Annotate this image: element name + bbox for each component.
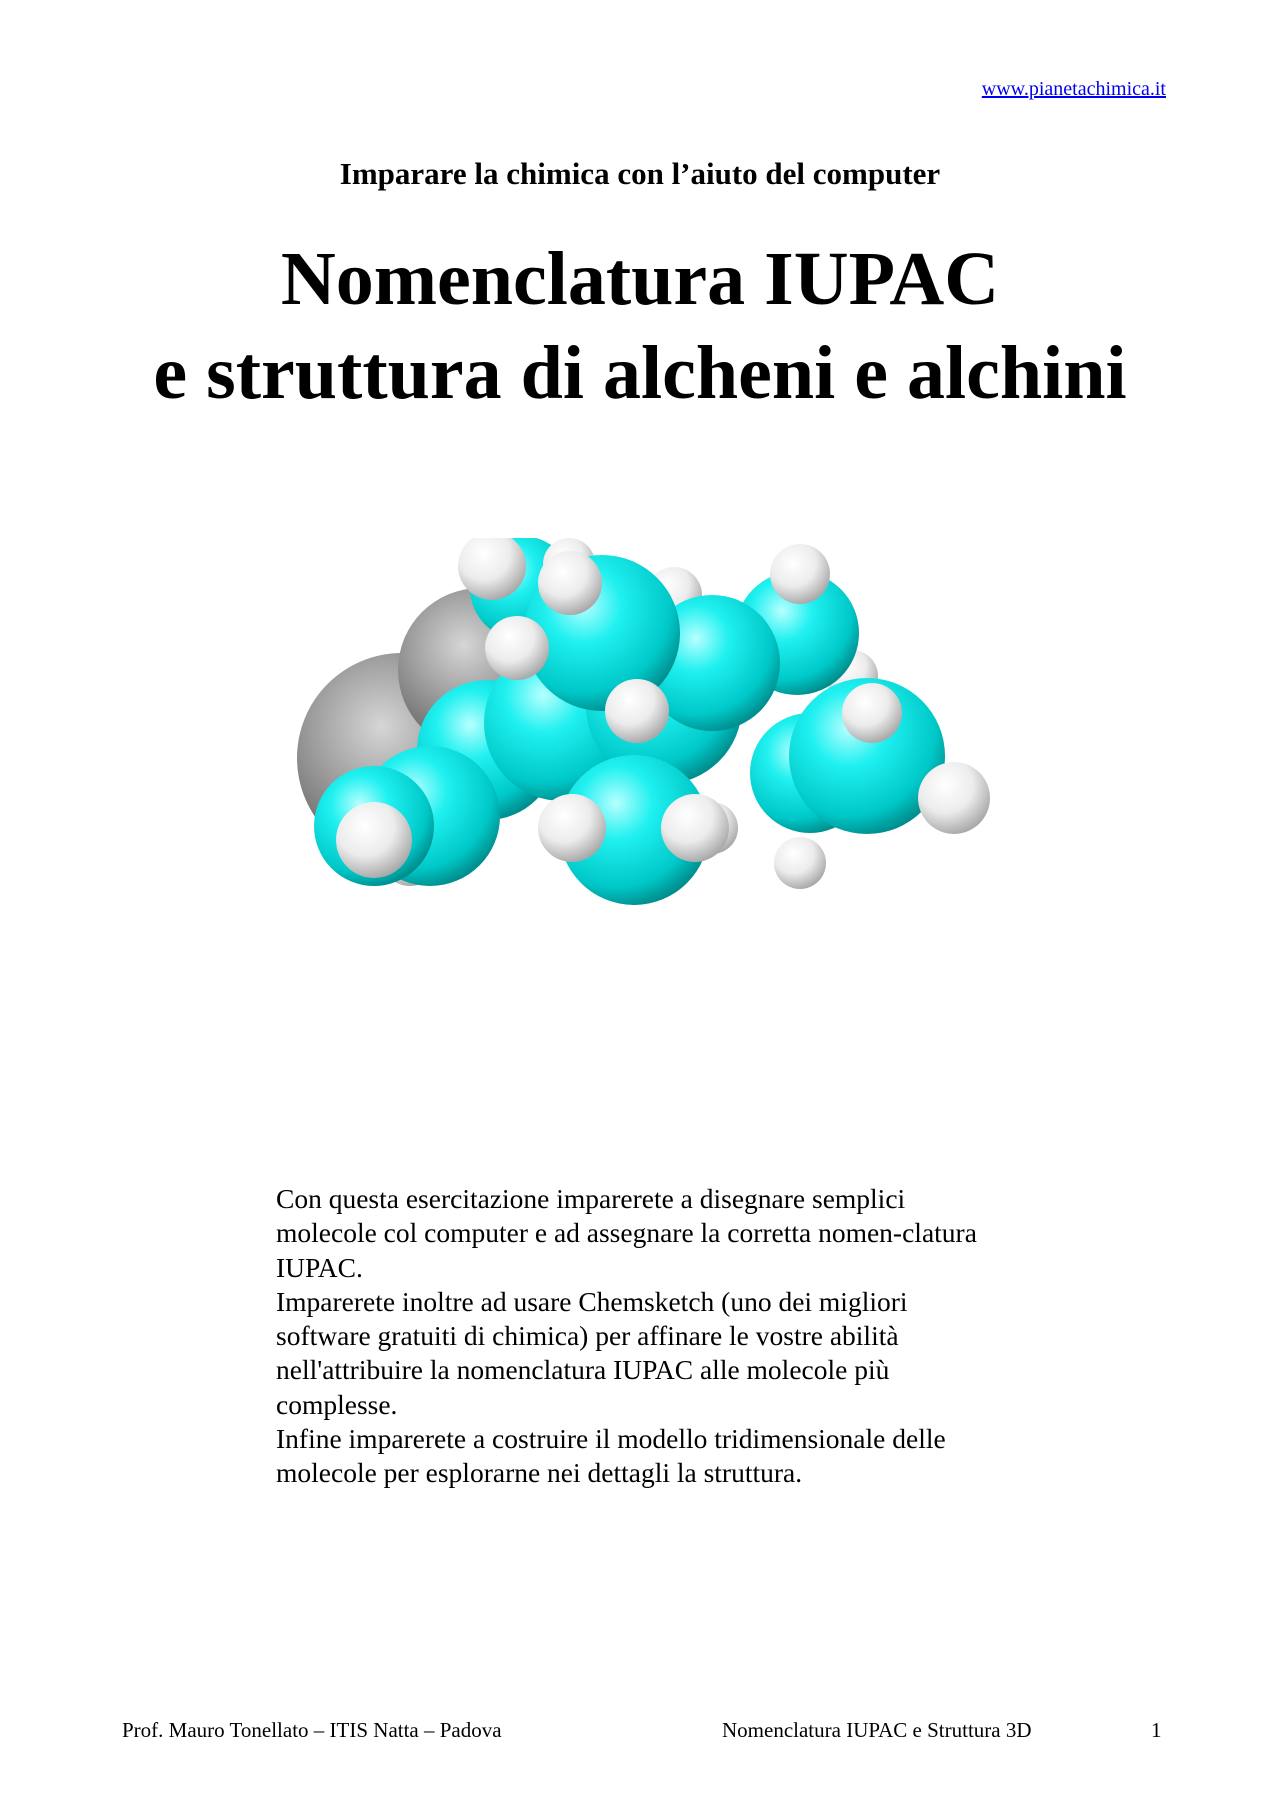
website-link[interactable]: www.pianetachimica.it: [981, 78, 1166, 100]
hydrogen-atom: [485, 616, 549, 680]
hydrogen-atom: [918, 762, 990, 834]
intro-paragraph: Imparerete inoltre ad usare Chemsketch (uno dei migliori software gratuiti di chimica) per affinare le vostre abilità nell'attribuire la nomenclatura IUPAC alle molecole più complesse.: [276, 1285, 908, 1420]
page-footer: [0, 1718, 1280, 1748]
molecule-image: [262, 538, 1022, 1038]
hydrogen-atom: [661, 794, 729, 862]
title-line-2: e struttura di alcheni e alchini: [153, 331, 1127, 415]
title-line-1: Nomenclatura IUPAC: [280, 237, 1000, 321]
footer-author: Prof. Mauro Tonellato – ITIS Natta – Padova: [122, 1718, 502, 1742]
footer-doc-title: Nomenclatura IUPAC e Struttura 3D: [722, 1718, 1032, 1742]
page-number: 1: [1151, 1718, 1162, 1742]
hydrogen-atom: [605, 679, 669, 743]
hydrogen-atom: [538, 794, 606, 862]
hydrogen-atom: [336, 802, 412, 878]
intro-text: [276, 1182, 996, 1491]
page-subtitle: Imparare la chimica con l’aiuto del computer: [339, 156, 941, 191]
intro-paragraph: Con questa esercitazione imparerete a disegnare semplici molecole col computer e ad assegnare la corretta nomen-clatura IUPAC.: [276, 1183, 977, 1283]
page-title: [0, 232, 1280, 420]
hydrogen-atom: [538, 551, 602, 615]
intro-paragraph: Infine imparerete a costruire il modello tridimensionale delle molecole per esplorarne nei dettagli la struttura.: [276, 1423, 946, 1489]
hydrogen-atom: [774, 837, 826, 889]
hydrogen-atom: [770, 544, 830, 604]
hydrogen-atom: [842, 683, 902, 743]
